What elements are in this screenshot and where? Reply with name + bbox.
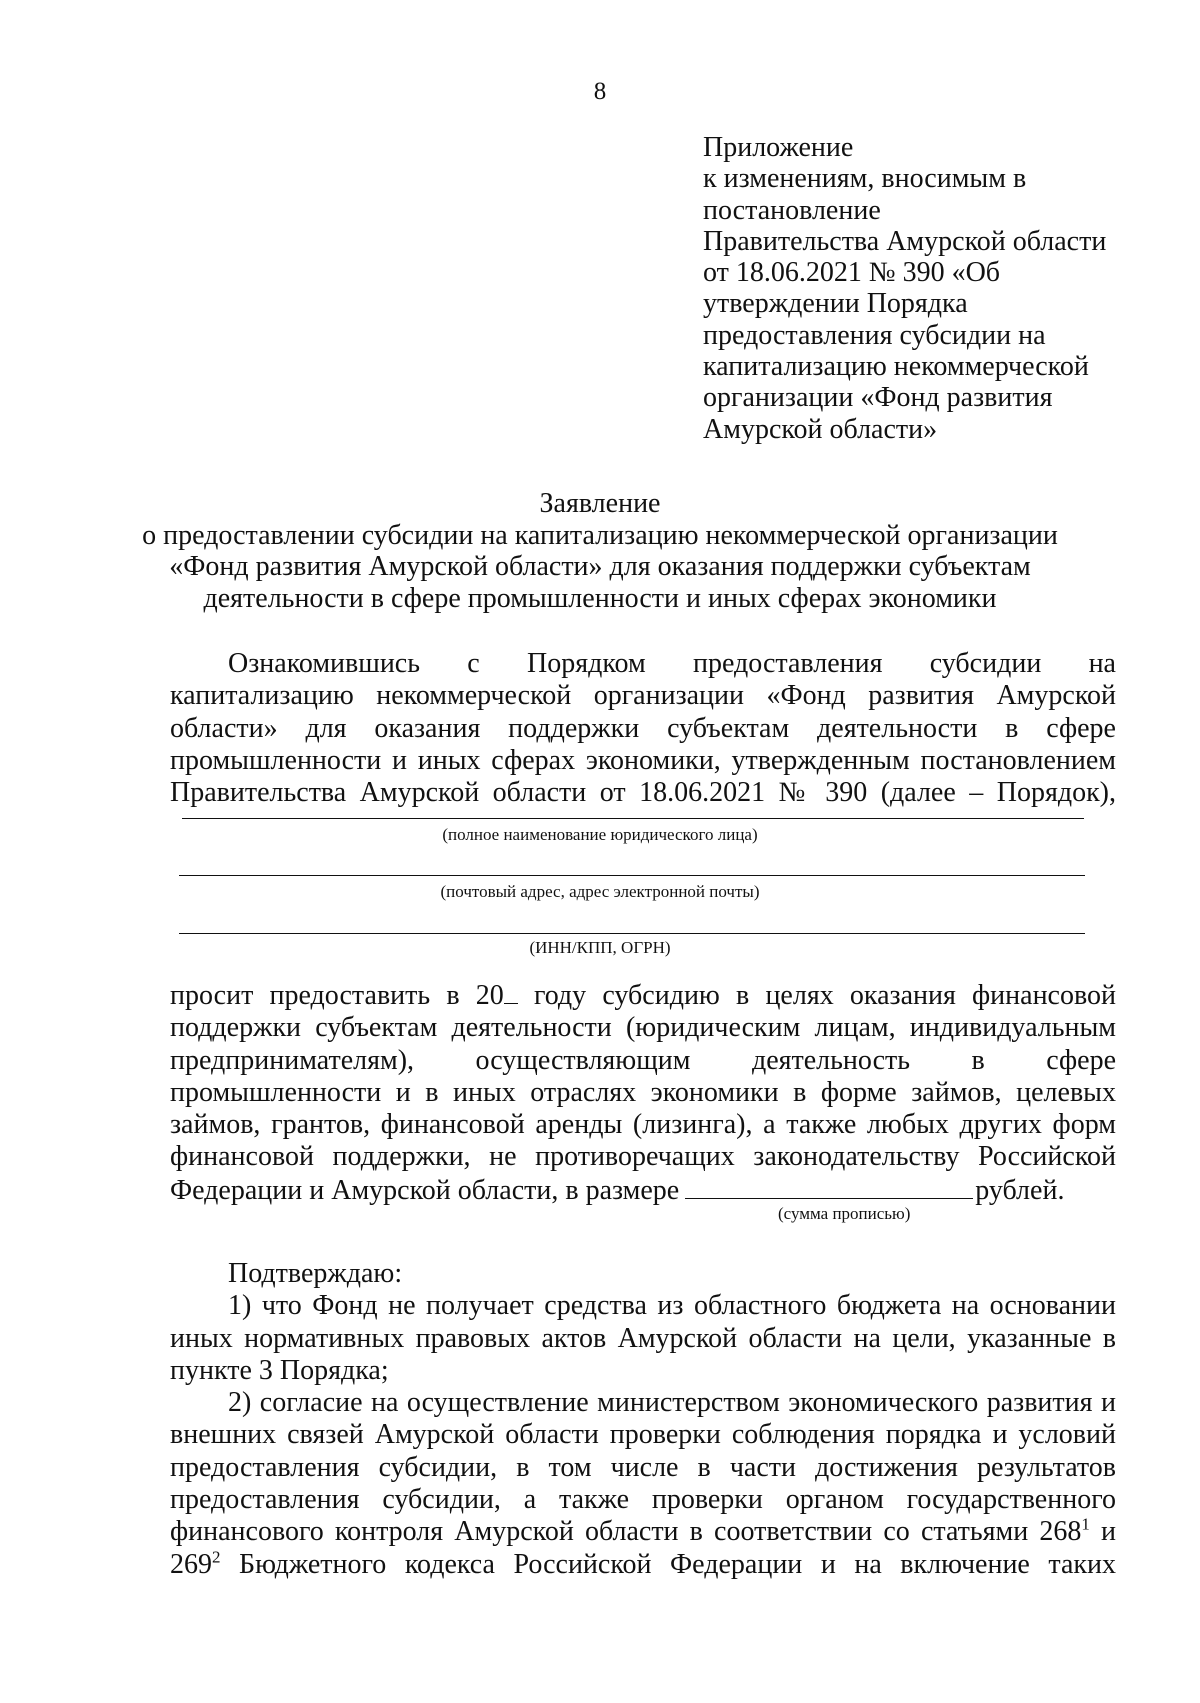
request-text: Федерации и Амурской области, в размере <box>170 1174 680 1206</box>
request-paragraph <box>170 980 1116 1207</box>
appendix-line: Приложение <box>703 132 854 163</box>
name-fill-line[interactable] <box>182 818 1084 819</box>
title-line: «Фонд развития Амурской области» для оказания поддержки субъектам <box>169 551 1031 582</box>
page-number: 8 <box>593 78 607 105</box>
request-line: промышленности и в иных отраслях экономики в форме займов, целевых <box>170 1076 1116 1108</box>
appendix-line: от 18.06.2021 № 390 «Об <box>703 257 1001 289</box>
confirm-text: 269 <box>170 1548 212 1580</box>
confirm-heading: Подтверждаю: <box>228 1258 403 1289</box>
intro-line: области» для оказания поддержки субъектам деятельности в сфере <box>170 712 1116 744</box>
request-line: займов, грантов, финансовой аренды (лизинга), а также любых других форм <box>170 1109 1116 1141</box>
request-line: финансовой поддержки, не противоречащих законодательству Российской <box>170 1141 1116 1173</box>
request-line <box>170 980 1116 1012</box>
confirm-text: Бюджетного кодекса Российской Федерации и на включение таких <box>220 1548 1116 1580</box>
amount-blank[interactable] <box>685 1174 973 1199</box>
appendix-line: к изменениям, вносимым в <box>703 163 1027 195</box>
confirm-item-1-line: иных нормативных правовых актов Амурской области на цели, указанные в <box>170 1322 1116 1354</box>
inn-fill-line[interactable] <box>179 933 1085 934</box>
name-caption: (полное наименование юридического лица) <box>442 825 758 844</box>
request-line <box>170 1174 1116 1207</box>
request-text: рублей. <box>975 1174 1065 1206</box>
confirm-item-1-line: пункте 3 Порядка; <box>170 1354 389 1386</box>
confirm-section <box>170 1258 1116 1581</box>
confirm-item-1-line: 1) что Фонд не получает средства из областного бюджета на основании <box>228 1290 1116 1322</box>
intro-line: капитализацию некоммерческой организации «Фонд развития Амурской <box>170 680 1116 712</box>
address-fill-line[interactable] <box>179 875 1085 876</box>
request-line: поддержки субъектам деятельности (юридическим лицам, индивидуальным <box>170 1012 1116 1044</box>
superscript: 1 <box>1081 1515 1090 1535</box>
amount-caption: (сумма прописью) <box>778 1204 911 1223</box>
confirm-item-2-line: 2) согласие на осуществление министерством экономического развития и <box>228 1387 1116 1419</box>
intro-line: Ознакомившись с Порядком предоставления субсидии на <box>228 648 1116 679</box>
appendix-line: капитализацию некоммерческой <box>703 351 1089 383</box>
appendix-line: организации «Фонд развития <box>703 382 1053 414</box>
confirm-item-2-line: внешних связей Амурской области проверки соблюдения порядка и условий <box>170 1419 1116 1451</box>
appendix-line: утверждении Порядка <box>703 288 968 320</box>
title-line: Заявление <box>539 488 661 519</box>
confirm-text: финансового контроля Амурской области в соответствии со статьями 268 <box>170 1516 1082 1548</box>
inn-caption: (ИНН/КПП, ОГРН) <box>529 938 671 957</box>
appendix-line: Амурской области» <box>703 413 938 445</box>
appendix-line: Правительства Амурской области <box>703 225 1107 257</box>
title-line: деятельности в сфере промышленности и иных сферах экономики <box>203 582 997 614</box>
confirm-item-2-line <box>170 1516 1116 1548</box>
confirm-item-2-line: предоставления субсидии, в том числе в части достижения результатов <box>170 1451 1116 1483</box>
request-line: предпринимателям), осуществляющим деятельность в сфере <box>170 1044 1116 1076</box>
address-caption: (почтовый адрес, адрес электронной почты) <box>440 882 760 901</box>
confirm-text: и <box>1089 1516 1117 1548</box>
appendix-line: постановление <box>703 194 881 226</box>
intro-line: Правительства Амурской области от 18.06.2021 № 390 (далее – Порядок), <box>170 777 1116 809</box>
superscript: 2 <box>212 1547 221 1567</box>
year-blank[interactable] <box>504 981 518 1004</box>
request-text: просит предоставить в 20 <box>170 980 504 1011</box>
appendix-line: предоставления субсидии на <box>703 319 1046 351</box>
confirm-item-2-line <box>170 1549 1116 1581</box>
confirm-item-2-line: предоставления субсидии, а также проверки органом государственного <box>170 1484 1116 1516</box>
request-text: году субсидию в целях оказания финансовой <box>517 980 1116 1011</box>
intro-paragraph <box>170 648 1116 809</box>
intro-line: промышленности и иных сферах экономики, утвержденным постановлением <box>170 744 1116 776</box>
appendix-header <box>703 132 1123 445</box>
title-line: о предоставлении субсидии на капитализацию некоммерческой организации <box>142 519 1058 551</box>
document-title <box>0 488 1200 614</box>
